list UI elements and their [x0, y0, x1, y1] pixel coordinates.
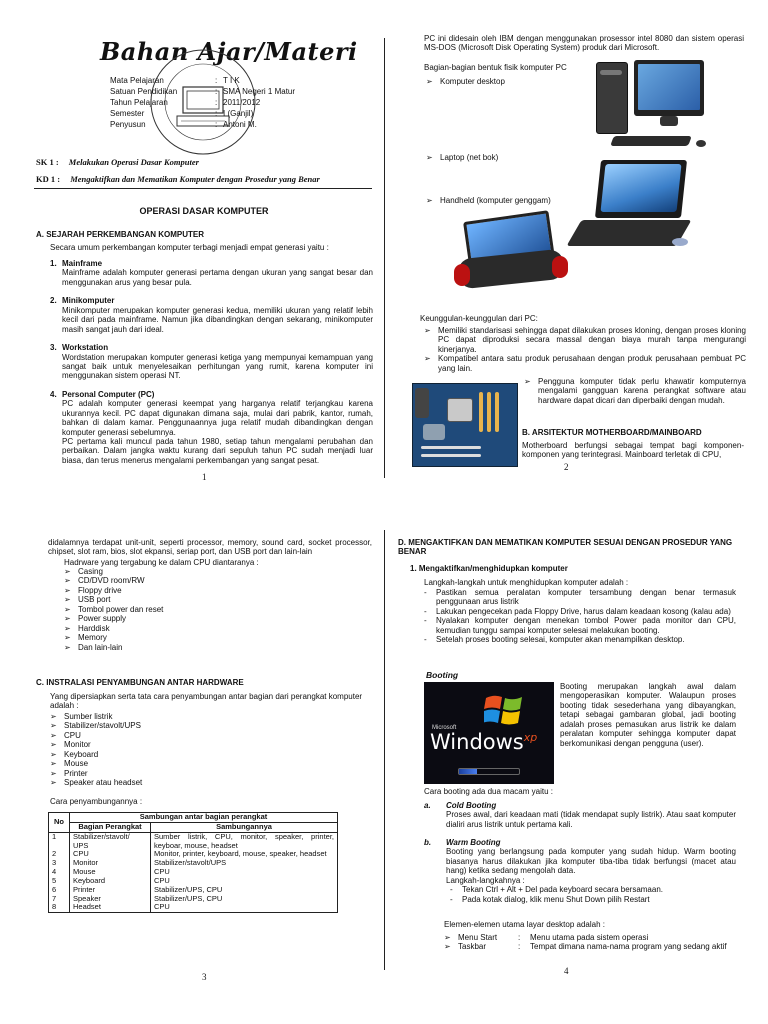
cell: Headset: [70, 903, 151, 912]
cold-text: Proses awal, dari keadaan mati (tidak mendapat suply listrik). Atau saat komputer dialiri arus listrik untuk pertama kali.: [446, 810, 736, 829]
pc-mouse: [696, 140, 706, 147]
section-a-heading: A. SEJARAH PERKEMBANGAN KOMPUTER: [36, 230, 205, 239]
laptop-screen: [600, 164, 681, 212]
subsection-1-heading: 1. Mengaktifkan/menghidupkan komputer: [410, 564, 568, 573]
element-desc: Menu utama pada sistem operasi: [530, 933, 649, 942]
meta-value: 2011/2012: [223, 98, 261, 107]
section-c-heading: C. INSTRALASI PENYAMBUNGAN ANTAR HARDWARE: [36, 678, 244, 687]
item-title: Workstation: [62, 343, 109, 353]
steps-label: Langkah-langkah untuk menghidupkan komputer adalah :: [424, 578, 629, 587]
page-number: 3: [202, 972, 207, 982]
equipment-item: ➢ Mouse: [50, 759, 142, 768]
xp-logo: [430, 730, 537, 755]
kd-line: [36, 174, 376, 184]
section-d-heading: D. MENGAKTIFKAN DAN MEMATIKAN KOMPUTER SESUAI DENGAN PROSEDUR YANG BENAR: [398, 538, 733, 557]
advantages-label: Keunggulan-keunggulan dari PC:: [420, 314, 538, 323]
hw-item: ➢ Power supply: [64, 614, 163, 623]
desktop-elements-label: Elemen-elemen utama layar desktop adalah :: [444, 920, 605, 929]
cell: 5: [49, 877, 70, 886]
xp-version: xp: [523, 731, 538, 744]
item-body: Wordstation merupakan komputer generasi ketiga yang mempunyai kemampuan yang sangat baik untuk menyelesaikan perhitungan yang rumit, karena komputer ini menggunakan sistem operasi NT.: [62, 352, 373, 381]
equipment-item: ➢ CPU: [50, 731, 142, 740]
meta-value: Antoni M.: [223, 120, 257, 129]
table-row: [49, 832, 338, 850]
hw-item: ➢ Dan lain-lain: [64, 643, 163, 652]
form-item: ➢ Handheld (komputer genggam): [426, 196, 551, 205]
generation-item: [50, 296, 373, 334]
sk-label: SK 1 :: [36, 157, 59, 167]
cell: Monitor, printer, keyboard, mouse, speaker, headset: [151, 850, 338, 859]
hw-item: ➢ Memory: [64, 633, 163, 642]
cell: Stabilizer/stavolt/UPS: [151, 859, 338, 868]
handheld-grip-left: [454, 264, 470, 286]
cell: 8: [49, 903, 70, 912]
item-title: Minikomputer: [62, 296, 115, 306]
page-1: [0, 0, 384, 512]
cell: 3: [49, 859, 70, 868]
desktop-element-item: ➢ Menu Start : Menu utama pada sistem operasi: [444, 933, 740, 942]
section-a-intro: Secara umum perkembangan komputer terbagi menjadi empat generasi yaitu :: [50, 243, 329, 252]
cpu-units-text: didalamnya terdapat unit-unit, seperti processor, memory, sound card, socket processor, chipset, slot ram, bios, slot ekpansi, seriap port, dan USB port dan lain-lain: [48, 538, 372, 557]
cell: CPU: [151, 903, 338, 912]
col-group: Sambungan antar bagian perangkat: [70, 813, 338, 823]
cell: CPU: [70, 850, 151, 859]
laptop-cd: [672, 238, 688, 246]
cell: Keyboard: [70, 877, 151, 886]
warm-step-item: - Pada kotak dialog, klik menu Shut Down pilih Restart: [450, 895, 736, 904]
hw-item: ➢ Tombol power dan reset: [64, 605, 163, 614]
cara-label: Cara penyambungannya :: [50, 797, 143, 806]
hw-label: Hadrware yang tergabung ke dalam CPU diantaranya :: [64, 558, 259, 567]
step-item: - Lakukan pengecekan pada Floppy Drive, harus dalam keadaan kosong (kalau ada): [424, 607, 736, 616]
step-item: - Nyalakan komputer dengan menekan tombol Power pada monitor dan CPU, kemudian tunggu sampai komputer selesai melakukan booting.: [424, 616, 736, 635]
page-number: 4: [564, 966, 569, 976]
sk-line: [36, 157, 376, 167]
hw-item: ➢ Floppy drive: [64, 586, 163, 595]
windows-xp-boot-image: [424, 682, 554, 784]
ibm-intro: PC ini didesain oleh IBM dengan menggunakan prosessor intel 8080 dan sistem operasi MS-DOS (Microsoft Disk Operating System) produk dari Microsoft.: [424, 34, 744, 53]
cell: Stabilizer/stavolt/ UPS: [70, 832, 151, 850]
col-device: Bagian Perangkat: [70, 822, 151, 832]
section-b-heading: B. ARSITEKTUR MOTHERBOARD/MAINBOARD: [522, 428, 702, 437]
page-4: [384, 512, 768, 1024]
mb-cpu-socket: [447, 398, 473, 422]
motherboard-image: [412, 383, 518, 467]
item-body: Minikomputer merupakan komputer generasi kedua, memiliki ukuran yang relatif lebih kecil dari pada mainframe. Namun jika dibandingkan dengan sekarang, minikomputer masih sangat jauh dari ideal.: [62, 305, 373, 334]
mb-ram-slot: [479, 392, 483, 432]
col-no: No: [49, 813, 70, 833]
page-2: [384, 0, 768, 512]
document-title: Bahan Ajar/Materi: [100, 37, 358, 66]
cell: Stabilizer/UPS, CPU: [151, 886, 338, 895]
cell: Printer: [70, 886, 151, 895]
kd-label: KD 1 :: [36, 174, 61, 184]
desktop-elements-list: [444, 933, 740, 952]
warm-steps-label: Langkah-langkahnya :: [446, 875, 525, 885]
generation-item: [50, 259, 373, 287]
form-item: ➢ Komputer desktop: [426, 77, 505, 86]
warm-label: b.: [424, 838, 432, 847]
meta-value: SMA Negeri 1 Matur: [223, 87, 296, 96]
page-3: [0, 512, 384, 1024]
meta-key: Tahun Pelajaran: [110, 98, 168, 107]
cell: 7: [49, 895, 70, 904]
equipment-list: [50, 712, 142, 788]
generation-item: [50, 343, 373, 381]
mb-ram-slot: [487, 392, 491, 432]
pc-keyboard: [610, 136, 692, 146]
meta-key: Penyusun: [110, 120, 146, 129]
desktop-element-item: ➢ Taskbar : Tempat dimana nama-nama program yang sedang aktif: [444, 942, 740, 951]
windows-flag-icon: [484, 692, 524, 728]
table-row: [49, 903, 338, 912]
generation-list: [50, 259, 373, 465]
generation-item: [50, 390, 373, 466]
booting-text: Booting merupakan langkah awal dalam mengoperasikan komputer. Walaupun proses booting tidak sesederhana yang dibayangkan, tetapi sebagai gambaran global, jadi booting adalah proses pemasukan arus listrik ke dalam peralatan komputer sehingga komputer dapat berkomunikasi dengan pengguna (user).: [560, 682, 736, 748]
section-c-intro: Yang dipersiapkan serta tata cara penyambungan antar bagian dari perangkat komputer adalah :: [50, 692, 363, 711]
page-number: 1: [202, 472, 207, 482]
advantages-list-2: [524, 377, 746, 405]
item-number: 2.: [50, 296, 57, 306]
element-desc: Tempat dimana nama-nama program yang sedang aktif: [530, 942, 727, 952]
element-name: ➢ Taskbar: [458, 942, 487, 952]
cold-booting: [424, 801, 736, 829]
motherboard-text: Motherboard berfungsi sebagai tempat bagi komponen-komponen yang terintegrasi. Mainboard terletak di CPU,: [522, 441, 744, 460]
equipment-item: ➢ Stabilizer/stavolt/UPS: [50, 721, 142, 730]
mb-pci-slot: [421, 446, 481, 449]
form-list-3: [426, 196, 551, 205]
warm-booting: [424, 838, 736, 904]
parts-label: Bagian-bagian bentuk fisik komputer PC: [424, 63, 567, 72]
step-item: - Pastikan semua peralatan komputer tersambung dengan benar termasuk penggunaan arus listrik: [424, 588, 736, 607]
step-item: - Setelah proses booting selesai, komputer akan menampilkan desktop.: [424, 635, 736, 644]
item-number: 4.: [50, 389, 57, 399]
laptop-image: [568, 158, 698, 256]
xp-progress-fill: [459, 769, 477, 774]
booting-title: Booting: [426, 670, 459, 680]
cell: Monitor: [70, 859, 151, 868]
hw-item: ➢ Harddisk: [64, 624, 163, 633]
col-connection: Sambungannya: [151, 822, 338, 832]
advantage-item: ➢ Kompatibel antara satu produk perusahaan dengan produk perusahaan pembuat PC yang lain.: [424, 354, 746, 373]
sk-text: Melakukan Operasi Dasar Komputer: [68, 157, 199, 167]
meta-key: Mata Pelajaran: [110, 76, 164, 85]
meta-value: I (Ganjil): [223, 109, 254, 118]
cell: Mouse: [70, 868, 151, 877]
pc-monitor-stand: [660, 116, 678, 126]
equipment-item: ➢ Keyboard: [50, 750, 142, 759]
equipment-item: ➢ Speaker atau headset: [50, 778, 142, 787]
cell: 6: [49, 886, 70, 895]
cell: CPU: [151, 868, 338, 877]
mb-pci-slot: [421, 454, 481, 457]
advantage-item: ➢ Memiliki standarisasi sehingga dapat dilakukan proses kloning, dengan proses kloning PC dapat diproduksi secara massal dengan biaya murah tanpa mengurangi kinerjanya.: [424, 326, 746, 354]
mb-ram-slot: [495, 392, 499, 432]
mb-io-panel: [415, 388, 429, 418]
desktop-pc-image: [592, 58, 722, 156]
cell: Stabilizer/UPS, CPU: [151, 895, 338, 904]
warm-title: Warm Booting: [446, 838, 501, 847]
item-number: 3.: [50, 343, 57, 353]
meta-block: Mata Pelajaran : T I K Satuan Pendidikan : SMA Negeri 1 Matur Tahun Pelajaran : 2011/2012 Semester : I (Ganjil) Penyusun : Antoni M.: [110, 76, 296, 129]
advantages-list: [424, 326, 746, 373]
xp-name: Windows: [430, 730, 524, 754]
item-body: Mainframe adalah komputer generasi pertama dengan ukuran yang sangat besar dan menggunakan arus yang besar pula.: [62, 268, 373, 287]
cell: Sumber listrik, CPU, monitor, speaker, printer, keyboar, mouse, headset: [151, 832, 338, 850]
item-body: PC adalah komputer generasi keempat yang harganya relatif terjangkau karena ukurannya kecil. PC dapat digunakan dimana saja, mulai dari pabrik, kantor, rumah, bahkan di dalam kamar. Penggunaannya juga relatif mudah dibandingkan dengan komputer generasi sebelumnya.: [62, 399, 373, 437]
equipment-item: ➢ Monitor: [50, 740, 142, 749]
warm-steps-list: [424, 885, 736, 904]
hw-item: ➢ USB port: [64, 595, 163, 604]
warm-text: Booting yang berlangsung pada komputer yang sudah hidup. Warm booting biasanya harus dilakukan jika komputer tiba-tiba tidak berfungsi (macet atau hang) ketika sedang mengolah data.: [446, 847, 736, 876]
cell: 1: [49, 832, 70, 850]
form-list-1: [426, 77, 505, 86]
equipment-item: ➢ Printer: [50, 769, 142, 778]
cell: Speaker: [70, 895, 151, 904]
item-title: Mainframe: [62, 259, 103, 268]
form-item: ➢ Laptop (net bok): [426, 153, 498, 162]
pc-drive-bay: [600, 70, 622, 75]
pc-monitor-screen: [638, 64, 700, 110]
connection-table: [48, 812, 338, 913]
steps-list: [424, 588, 736, 645]
warm-step-item: - Tekan Ctrl + Alt + Del pada keyboard secara bersamaan.: [450, 885, 736, 894]
booting-types-label: Cara booting ada dua macam yaitu :: [424, 787, 553, 796]
cell: CPU: [151, 877, 338, 886]
xp-progress-bar: [458, 768, 520, 775]
element-name: ➢ Menu Start: [458, 933, 498, 942]
cold-title: Cold Booting: [446, 801, 497, 810]
hw-list: [64, 567, 163, 652]
meta-key: Semester: [110, 109, 145, 118]
main-heading: OPERASI DASAR KOMPUTER: [139, 206, 269, 216]
advantage-item: ➢ Pengguna komputer tidak perlu khawatir komputernya mengalami gangguan karena perangkat software atau hardware dapat dicari dan diperbaiki dengan mudah.: [524, 377, 746, 405]
page-number: 2: [564, 462, 569, 472]
cell: 4: [49, 868, 70, 877]
hw-item: ➢ CD/DVD room/RW: [64, 576, 163, 585]
item-body: PC pertama kali muncul pada tahun 1980, setiap tahun mengalami perubahan dan perbaikan. Dalam jangka waktu kurang dari sepuluh tahun PC sudah menjadi luar biasa, dan terus menerus mengalami perkembangan yang sangat pesat.: [62, 437, 373, 465]
handheld-grip-right: [552, 256, 568, 278]
mb-heatsink: [423, 424, 445, 440]
form-list-2: [426, 153, 498, 162]
xp-brand: Microsoft: [432, 725, 457, 731]
cell: 2: [49, 850, 70, 859]
item-number: 1.: [50, 259, 57, 268]
meta-value: T I K: [223, 76, 240, 85]
header-rule: [34, 188, 372, 189]
cold-label: a.: [424, 801, 431, 810]
meta-key: Satuan Pendidikan: [110, 87, 178, 96]
hw-item: ➢ Casing: [64, 567, 163, 576]
kd-text: Mengaktifkan dan Mematikan Komputer dengan Prosedur yang Benar: [70, 174, 320, 184]
item-title: Personal Computer (PC): [62, 389, 155, 399]
handheld-image: [454, 212, 572, 304]
equipment-item: ➢ Sumber listrik: [50, 712, 142, 721]
